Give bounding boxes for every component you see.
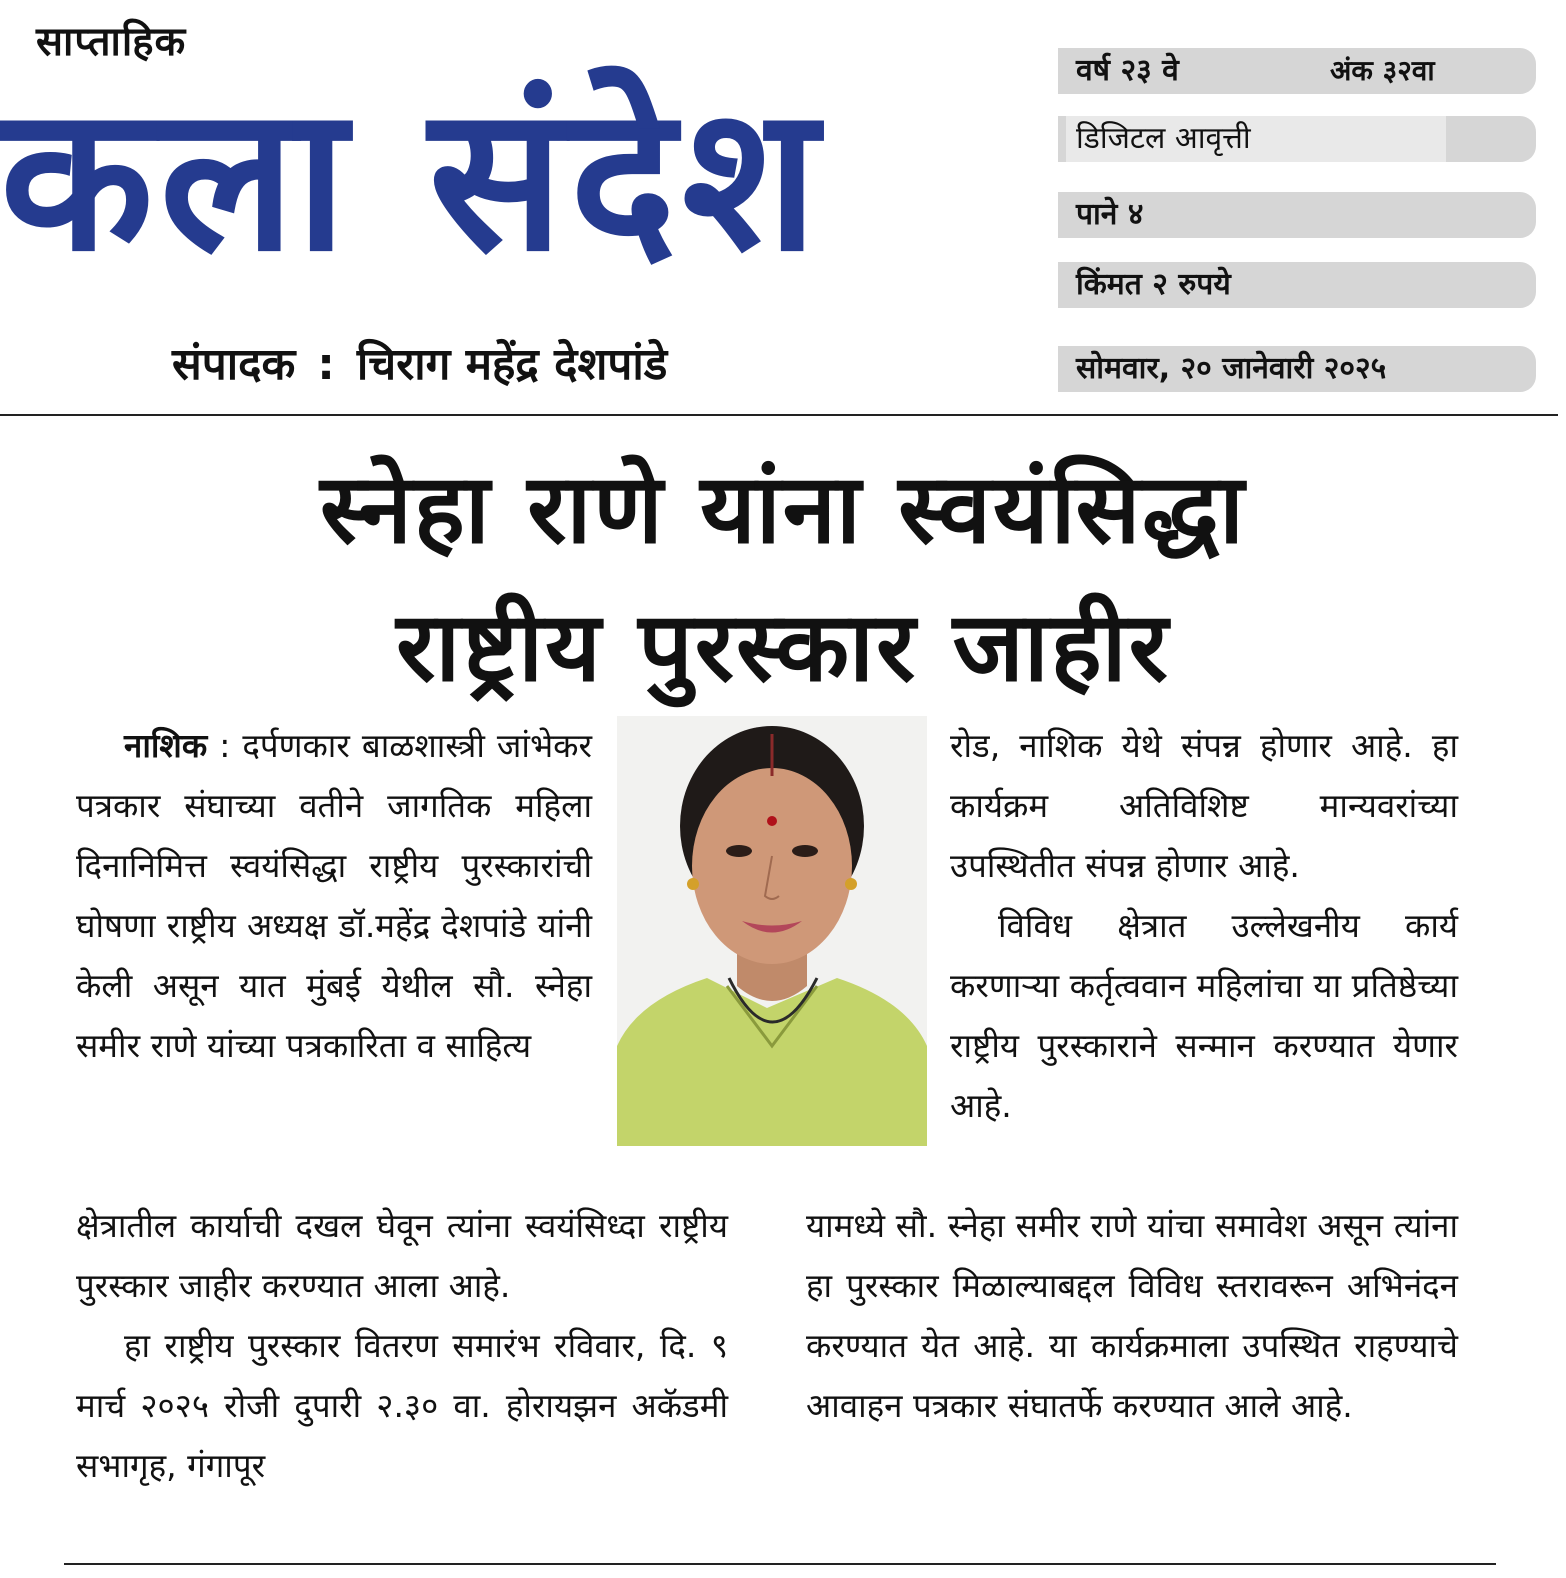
editor-label: संपादक [172, 339, 296, 390]
article-column-1 [76, 716, 592, 1076]
column-1-text: : दर्पणकार बाळशास्त्री जांभेकर पत्रकार संघाच्या वतीने जागतिक महिला दिनानिमित्त स्वयंसिद्धा राष्ट्रीय पुरस्कारांची घोषणा राष्ट्रीय अध्यक्ष डॉ.महेंद्र देशपांडे यांनी केली असून यात मुंबई येथील सौ. स्नेहा समीर राणे यांच्या पत्रकारिता व साहित्य [76, 726, 592, 1065]
headline-line-1: स्नेहा राणे यांना स्वयंसिद्धा [319, 453, 1246, 565]
dateline: नाशिक [124, 726, 208, 765]
article-column-2 [950, 716, 1458, 1136]
issue-label: अंक ३२वा [1330, 54, 1435, 87]
edition-box [1058, 116, 1536, 162]
headline-line-2: राष्ट्रीय पुरस्कार जाहीर [396, 591, 1170, 703]
edition-label: डिजिटल आवृत्ती [1066, 116, 1446, 162]
newspaper-title: कला संदेश [0, 63, 825, 296]
year-issue-box [1058, 48, 1536, 94]
column-1b-text: क्षेत्रातील कार्याची दखल घेवून त्यांना स्वयंसिध्दा राष्ट्रीय पुरस्कार जाहीर करण्यात आला आहे. [76, 1206, 728, 1305]
date-box: सोमवार, २० जानेवारी २०२५ [1058, 346, 1536, 392]
column-2-paragraph-2: विविध क्षेत्रात उल्लेखनीय कार्य करणाऱ्या कर्तृत्ववान महिलांचा या प्रतिष्ठेच्या राष्ट्रीय पुरस्काराने सन्मान करण्यात येणार आहे. [950, 906, 1458, 1125]
year-label: वर्ष २३ वे [1076, 53, 1179, 88]
article-column-2-continued [806, 1196, 1458, 1436]
column-2b-text: यामध्ये सौ. स्नेहा समीर राणे यांचा समावेश असून त्यांना हा पुरस्कार मिळाल्याबद्दल विविध स्तरावरून अभिनंदन करण्यात येत आहे. या कार्यक्रमाला उपस्थित राहण्याचे आवाहन पत्रकार संघातर्फे करण्यात आले आहे. [806, 1206, 1458, 1425]
footer-divider [64, 1563, 1496, 1565]
portrait-photo [617, 716, 927, 1146]
pages-box: पाने ४ [1058, 192, 1536, 238]
weekly-label: साप्ताहिक [36, 19, 187, 65]
article-column-1-continued [76, 1196, 728, 1496]
column-1b-paragraph-2: हा राष्ट्रीय पुरस्कार वितरण समारंभ रविवार, दि. ९ मार्च २०२५ रोजी दुपारी २.३० वा. होरायझन अकॅडमी सभागृह, गंगापूर [76, 1326, 728, 1485]
masthead-divider [0, 414, 1558, 416]
price-box: किंमत २ रुपये [1058, 262, 1536, 308]
editor-line [172, 332, 667, 392]
column-2-text: रोड, नाशिक येथे संपन्न होणार आहे. हा कार्यक्रम अतिविशिष्ट मान्यवरांच्या उपस्थितीत संपन्न होणार आहे. [950, 726, 1458, 885]
editor-separator: : [317, 339, 335, 390]
editor-name: चिराग महेंद्र देशपांडे [356, 339, 668, 390]
